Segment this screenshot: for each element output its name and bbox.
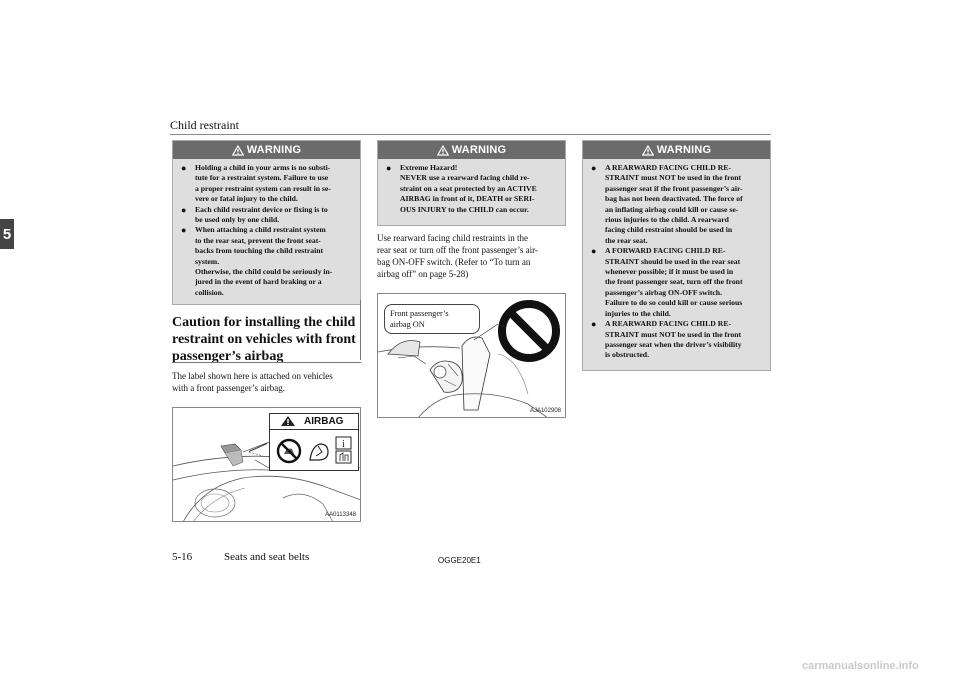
airbag-deploy-icon — [306, 438, 332, 464]
callout-line: airbag ON — [390, 320, 425, 329]
warning-line: vere or fatal injury to the child. — [195, 194, 298, 204]
paragraph-line: with a front passenger’s airbag. — [172, 383, 286, 393]
warning-header — [583, 141, 770, 159]
warning-line: rious injuries to the child. A rearward — [605, 215, 729, 225]
warning-line: NEVER use a rearward facing child re- — [400, 173, 530, 183]
header-divider — [170, 134, 771, 135]
warning-header — [173, 141, 360, 159]
warning-line: jured in the event of hard braking or a — [195, 277, 322, 287]
warning-item — [589, 163, 764, 246]
middle-paragraph — [377, 232, 567, 280]
bullet-icon: ● — [181, 204, 187, 215]
section-divider — [360, 300, 361, 360]
warning-line: the front passenger seat, turn off the front — [605, 277, 743, 287]
warning-item — [179, 225, 354, 298]
warning-label: WARNING — [246, 144, 302, 156]
airbag-warning-label — [269, 413, 359, 471]
figure-code: AJA102908 — [529, 408, 561, 414]
warning-triangle-icon — [642, 145, 654, 156]
paragraph-line: rear seat or turn off the front passenger’s air- — [377, 245, 538, 255]
warning-line: Failure to do so could kill or cause serious — [605, 298, 743, 308]
warning-line: an inflating airbag could kill or cause se- — [605, 204, 739, 214]
warning-item — [179, 163, 354, 205]
footer-code: OGGE20E1 — [438, 556, 481, 565]
warning-triangle-icon — [280, 415, 296, 427]
warning-body — [583, 159, 770, 365]
warning-line: A REARWARD FACING CHILD RE- — [605, 319, 732, 329]
warning-line: A FORWARD FACING CHILD RE- — [605, 246, 726, 256]
paragraph-line: airbag off” on page 5-28) — [377, 269, 469, 279]
warning-line: the rear seat. — [605, 235, 648, 245]
callout-box — [384, 304, 480, 334]
airbag-on-figure — [377, 293, 566, 418]
warning-line: be used only by one child. — [195, 215, 280, 225]
warning-line: to the rear seat, prevent the front seat- — [195, 235, 321, 245]
footer-section: Seats and seat belts — [224, 551, 310, 563]
warning-line: STRAINT must NOT be used in the front — [605, 173, 742, 183]
warning-line: Each child restraint device or fixing is to — [195, 204, 328, 214]
warning-line: bag has not been deactivated. The force of — [605, 194, 743, 204]
warning-line: straint on a seat protected by an ACTIVE — [400, 183, 537, 193]
warning-line: system. — [195, 256, 220, 266]
paragraph-line: Use rearward facing child restraints in the — [377, 233, 528, 243]
bullet-icon: ● — [181, 163, 187, 173]
warning-line: passenger’s airbag ON-OFF switch. — [605, 287, 723, 297]
page-header-title: Child restraint — [170, 118, 239, 132]
warning-line: whenever possible; if it must be used in — [605, 267, 734, 277]
warning-line: is obstructed. — [605, 350, 649, 360]
warning-line: Extreme Hazard! — [400, 163, 458, 172]
paragraph-line: The label shown here is attached on vehicles — [172, 371, 333, 381]
warning-header — [378, 141, 565, 159]
airbag-label-text: AIRBAG — [304, 415, 344, 427]
bullet-icon: ● — [181, 225, 187, 236]
prohibited-icon — [497, 299, 561, 363]
section-title-line: passenger’s airbag — [172, 349, 284, 364]
no-child-seat-icon — [276, 438, 302, 464]
bullet-icon: ● — [591, 163, 597, 173]
warning-line: passenger seat if the front passenger’s air- — [605, 183, 743, 193]
watermark: carmanualsonline.info — [802, 660, 919, 672]
warning-line: tute for a restraint system. Failure to use — [195, 173, 329, 183]
warning-line: facing child restraint should be used in — [605, 225, 733, 235]
bullet-icon: ● — [591, 319, 597, 330]
warning-triangle-icon — [232, 145, 244, 156]
warning-box-2 — [377, 140, 566, 226]
warning-line: injuries to the child. — [605, 308, 671, 318]
paragraph-line: bag ON-OFF switch. (Refer to “To turn an — [377, 257, 531, 267]
manual-reference-icon — [334, 436, 354, 464]
section-divider — [172, 362, 361, 363]
chapter-tab: 5 — [0, 219, 14, 249]
warning-line: STRAINT should be used in the rear seat — [605, 256, 741, 266]
warning-item — [589, 246, 764, 319]
warning-box-3 — [582, 140, 771, 371]
warning-line: passenger seat when the driver’s visibility — [605, 339, 742, 349]
svg-text:i: i — [342, 439, 345, 450]
warning-line: Holding a child in your arms is no substi- — [195, 163, 331, 172]
warning-item — [589, 319, 764, 361]
section-title-line: Caution for installing the child — [172, 315, 356, 330]
warning-body — [173, 159, 360, 302]
bullet-icon: ● — [386, 163, 392, 173]
section-paragraph — [172, 370, 362, 394]
section-title — [172, 314, 360, 365]
warning-line: A REARWARD FACING CHILD RE- — [605, 163, 732, 172]
warning-item — [179, 205, 354, 226]
warning-triangle-icon — [437, 145, 449, 156]
warning-line: AIRBAG in front of it, DEATH or SERI- — [400, 194, 535, 204]
section-title-line: restraint on vehicles with front — [172, 332, 356, 347]
warning-label: WARNING — [451, 144, 507, 156]
warning-line: OUS INJURY to the CHILD can occur. — [400, 204, 529, 214]
bullet-icon: ● — [591, 246, 597, 257]
warning-body — [378, 159, 565, 219]
callout-line: Front passenger’s — [390, 309, 449, 318]
warning-line: collision. — [195, 287, 224, 297]
warning-line: When attaching a child restraint system — [195, 225, 326, 235]
warning-box-1 — [172, 140, 361, 305]
warning-item — [384, 163, 559, 215]
warning-line: STRAINT must NOT be used in the front — [605, 329, 742, 339]
figure-code: AA0113348 — [325, 512, 356, 518]
page-number: 5-16 — [172, 551, 193, 563]
airbag-label-figure — [172, 407, 361, 522]
warning-line: Otherwise, the child could be seriously in- — [195, 267, 333, 277]
warning-line: a proper restraint system can result in se- — [195, 183, 331, 193]
warning-label: WARNING — [656, 144, 712, 156]
warning-line: backs from touching the child restraint — [195, 246, 324, 256]
